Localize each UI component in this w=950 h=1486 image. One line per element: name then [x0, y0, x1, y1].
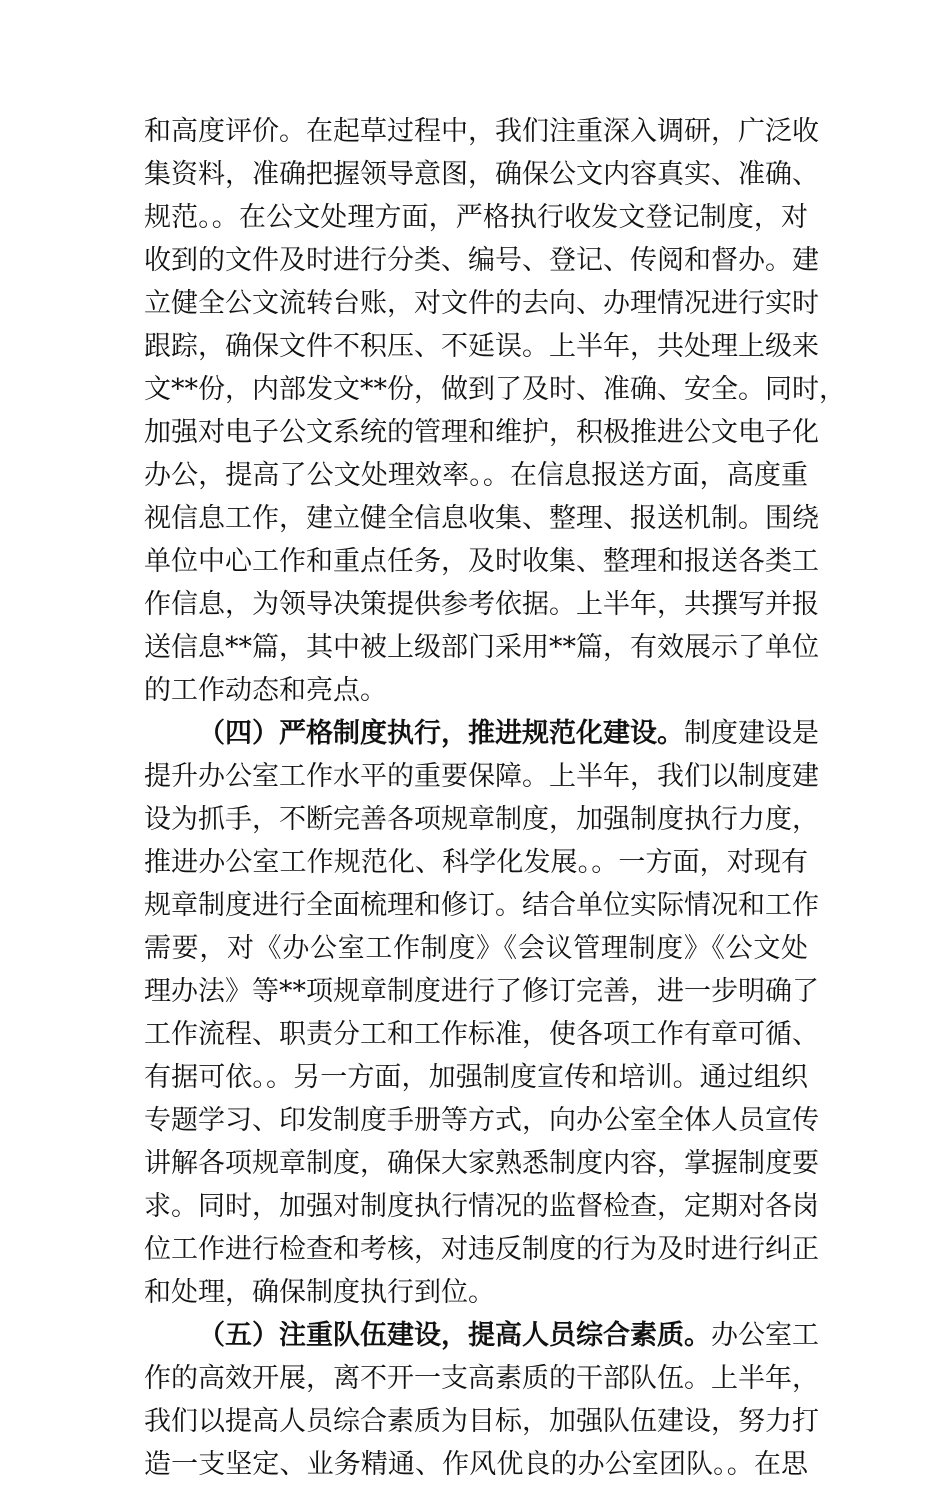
text-line: 作信息，为领导决策提供参考依据。上半年，共撰写并报: [144, 589, 819, 620]
text-line: 我们以提高人员综合素质为目标，加强队伍建设，努力打: [144, 1406, 819, 1437]
text-line: 和处理，确保制度执行到位。: [144, 1277, 495, 1308]
section-5-first-line-rest: 办公室工: [711, 1320, 819, 1351]
document-body: [144, 110, 846, 1486]
text-line: 文**份，内部发文**份，做到了及时、准确、安全。同时，: [144, 374, 846, 405]
text-line: 提升办公室工作水平的重要保障。上半年，我们以制度建: [144, 761, 819, 792]
section-5-paragraph: [144, 1314, 819, 1486]
text-line: 推进办公室工作规范化、科学化发展。。一方面，对现有: [144, 847, 808, 878]
text-line: 理办法》等**项规章制度进行了修订完善，进一步明确了: [144, 976, 819, 1007]
text-line: 跟踪，确保文件不积压、不延误。上半年，共处理上级来: [144, 331, 819, 362]
text-line: 视信息工作，建立健全信息收集、整理、报送机制。围绕: [144, 503, 819, 534]
text-line: 收到的文件及时进行分类、编号、登记、传阅和督办。建: [144, 245, 819, 276]
text-line: 专题学习、印发制度手册等方式，向办公室全体人员宣传: [144, 1105, 819, 1136]
text-line: 求。同时，加强对制度执行情况的监督检查，定期对各岗: [144, 1191, 819, 1222]
text-line: 工作流程、职责分工和工作标准，使各项工作有章可循、: [144, 1019, 819, 1050]
text-line: 有据可依。。另一方面，加强制度宣传和培训。通过组织: [144, 1062, 808, 1093]
section-4-first-line: [144, 712, 819, 755]
paragraph-1: [144, 110, 846, 712]
text-line: 加强对电子公文系统的管理和维护，积极推进公文电子化: [144, 417, 819, 448]
section-4-paragraph: [144, 712, 819, 1314]
text-line: 立健全公文流转台账，对文件的去向、办理情况进行实时: [144, 288, 819, 319]
section-4-heading: （四）严格制度执行，推进规范化建设。: [198, 718, 684, 749]
text-line: 和高度评价。在起草过程中，我们注重深入调研，广泛收: [144, 116, 819, 147]
text-line: 集资料，准确把握领导意图，确保公文内容真实、准确、: [144, 159, 819, 190]
text-line: 规范。。在公文处理方面，严格执行收发文登记制度，对: [144, 202, 808, 233]
text-line: 需要，对《办公室工作制度》《会议管理制度》《公文处: [144, 933, 808, 964]
text-line: 送信息**篇，其中被上级部门采用**篇，有效展示了单位: [144, 632, 819, 663]
text-line: 办公，提高了公文处理效率。。在信息报送方面，高度重: [144, 460, 808, 491]
text-line: 位工作进行检查和考核，对违反制度的行为及时进行纠正: [144, 1234, 819, 1265]
section-5-heading: （五）注重队伍建设，提高人员综合素质。: [198, 1320, 711, 1351]
section-5-first-line: [144, 1314, 819, 1357]
text-line: 单位中心工作和重点任务，及时收集、整理和报送各类工: [144, 546, 819, 577]
text-line: 规章制度进行全面梳理和修订。结合单位实际情况和工作: [144, 890, 819, 921]
text-line: 作的高效开展，离不开一支高素质的干部队伍。上半年，: [144, 1363, 819, 1394]
section-4-first-line-rest: 制度建设是: [684, 718, 819, 749]
text-line: 造一支坚定、业务精通、作风优良的办公室团队。。在思: [144, 1449, 808, 1480]
text-line: 的工作动态和亮点。: [144, 675, 387, 706]
text-line: 讲解各项规章制度，确保大家熟悉制度内容，掌握制度要: [144, 1148, 819, 1179]
text-line: 设为抓手，不断完善各项规章制度，加强制度执行力度，: [144, 804, 819, 835]
